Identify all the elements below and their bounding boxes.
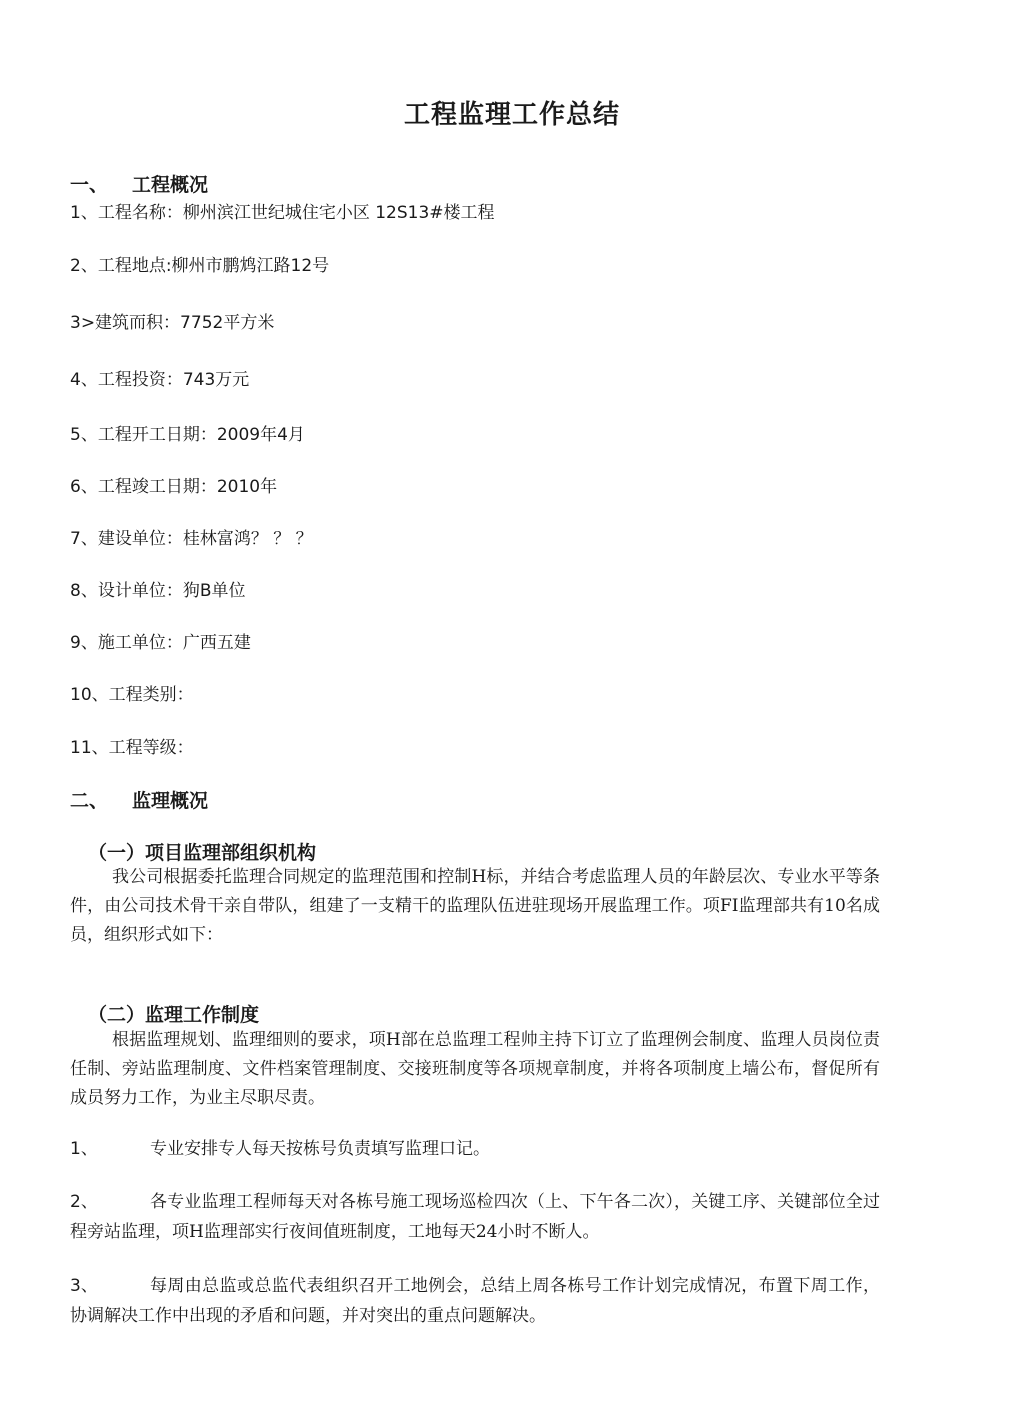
project-item-9: 9、施工单位：广西五建 xyxy=(70,633,251,653)
project-item-6: 6、工程竣工日期：2010年 xyxy=(70,477,278,497)
document-title: 工程监理工作总结 xyxy=(403,100,620,130)
section-1-heading xyxy=(70,170,208,197)
project-item-8: 8、设计单位：狗B单位 xyxy=(70,581,246,601)
rule-item-1 xyxy=(70,1134,880,1164)
rule-item-1-number: 1、 xyxy=(70,1139,98,1159)
project-item-10: 10、工程类别： xyxy=(70,685,194,705)
subsection-2-paragraph: 根据监理规划、监理细则的要求，项H部在总监理工程帅主持下订立了监理例会制度、监理人员岗位责任制、旁站监理制度、文件档案管理制度、交接班制度等各项规章制度，并将各项制度上墙公布，督促所有成员努力工作，为业主尽职尽责。 xyxy=(70,1030,880,1108)
rule-item-3-text: 每周由总监或总监代表组织召开工地例会，总结上周各栋号工作计划完成情况，布置下周工作，协调解决工作中出现的矛盾和问题，并对突出的重点问题解决。 xyxy=(70,1276,880,1326)
subsection-2-heading: （二）监理工作制度 xyxy=(88,1004,260,1026)
section-2-number: 二、 xyxy=(70,790,109,812)
rule-item-2 xyxy=(70,1187,880,1247)
project-item-1: 1、工程名称：柳州滨江世纪城住宅小区 12S13#楼工程 xyxy=(70,203,495,223)
project-item-3: 3>建筑而积：7752平方米 xyxy=(70,313,275,333)
section-2-heading xyxy=(70,786,208,813)
rule-item-3-number: 3、 xyxy=(70,1276,98,1296)
project-item-5: 5、工程开工日期：2009年4月 xyxy=(70,425,305,445)
rule-item-2-number: 2、 xyxy=(70,1192,98,1212)
subsection-1-heading: （一）项目监理部组织机构 xyxy=(88,842,317,864)
rule-item-3 xyxy=(70,1271,880,1331)
project-item-4: 4、工程投资：743万元 xyxy=(70,370,250,390)
section-1-number: 一、 xyxy=(70,174,109,196)
section-2-title: 监理概况 xyxy=(132,790,209,812)
project-item-11: 11、工程等级： xyxy=(70,738,194,758)
rule-item-2-text: 各专业监理工程师每天对各栋号施工现场巡检四次（上、下午各二次），关键工序、关键部位全过程旁站监理，项H监理部实行夜间值班制度，工地每天24小时不断人。 xyxy=(70,1192,880,1242)
subsection-1-paragraph: 我公司根据委托监理合同规定的监理范围和控制H标，并结合考虑监理人员的年龄层次、专业水平等条件，由公司技术骨干亲自带队，组建了一支精干的监理队伍进驻现场开展监理工作。项FI监理部共有10名成员，组织形式如下： xyxy=(70,867,880,945)
rule-item-1-text: 专业安排专人每天按栋号负责填写监理口记。 xyxy=(150,1139,490,1159)
project-item-2: 2、工程地点:柳州市鹏鸩江路12号 xyxy=(70,256,330,276)
project-item-7: 7、建设单位：桂林富鸿？ ？ ？ xyxy=(70,529,313,549)
section-1-title: 工程概况 xyxy=(132,174,209,196)
